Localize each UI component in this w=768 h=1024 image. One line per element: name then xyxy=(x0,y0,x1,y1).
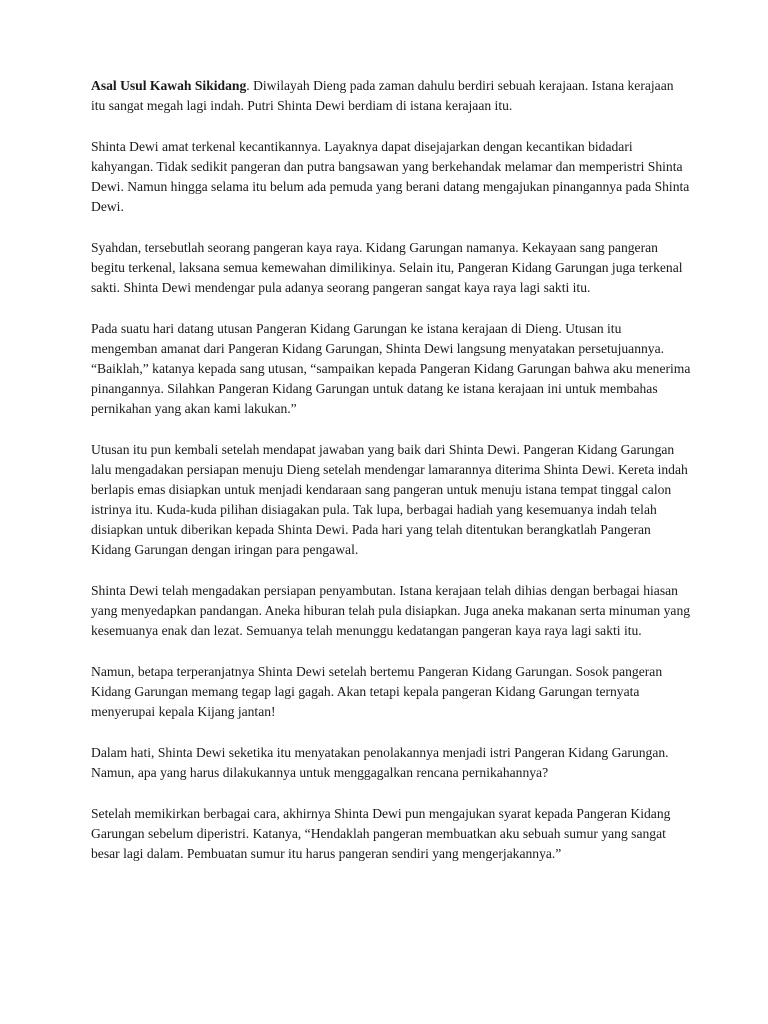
document-page xyxy=(91,76,691,885)
paragraph-3: Pada suatu hari datang utusan Pangeran Kidang Garungan ke istana kerajaan di Dieng. Utusan itu mengemban amanat dari Pangeran Kidang Garungan, Shinta Dewi langsung menyatakan persetujuannya. “Baiklah,” katanya kepada sang utusan, “sampaikan kepada Pangeran Kidang Garungan bahwa aku menerima pinangannya. Silahkan Pangeran Kidang Garungan untuk datang ke istana kerajaan ini untuk membahas pernikahan yang akan kami lakukan.” xyxy=(91,321,691,416)
paragraph-5: Shinta Dewi telah mengadakan persiapan penyambutan. Istana kerajaan telah dihias dengan berbagai hiasan yang menyedapkan pandangan. Aneka hiburan telah pula disiapkan. Juga aneka makanan serta minuman yang kesemuanya enak dan lezat. Semuanya telah menunggu kedatangan pangeran kaya raya lagi sakti itu. xyxy=(91,583,691,638)
paragraph-7: Dalam hati, Shinta Dewi seketika itu menyatakan penolakannya menjadi istri Pangeran Kidang Garungan. Namun, apa yang harus dilakukannya untuk menggagalkan rencana pernikahannya? xyxy=(91,745,669,780)
paragraph-4: Utusan itu pun kembali setelah mendapat jawaban yang baik dari Shinta Dewi. Pangeran Kidang Garungan lalu mengadakan persiapan menuju Dieng setelah mendengar lamarannya diterima Shinta Dewi. Kereta indah berlapis emas disiapkan untuk menjadi kendaraan sang pangeran untuk menuju istana tempat tinggal calon istrinya itu. Kuda-kuda pilihan disiagakan pula. Tak lupa, berbagai hadiah yang kesemuanya indah telah disiapkan untuk diberikan kepada Shinta Dewi. Pada hari yang telah ditentukan berangkatlah Pangeran Kidang Garungan dengan iringan para pengawal. xyxy=(91,442,688,557)
intro-text: . Diwilayah Dieng pada zaman dahulu berdiri sebuah kerajaan. Istana kerajaan itu sangat megah lagi indah. Putri Shinta Dewi berdiam di istana kerajaan itu. xyxy=(91,78,674,113)
paragraph-1: Shinta Dewi amat terkenal kecantikannya. Layaknya dapat disejajarkan dengan kecantikan bidadari kahyangan. Tidak sedikit pangeran dan putra bangsawan yang berkehandak melamar dan memperistri Shinta Dewi. Namun hingga selama itu belum ada pemuda yang berani datang mengajukan pinangannya pada Shinta Dewi. xyxy=(91,139,690,214)
paragraph-8: Setelah memikirkan berbagai cara, akhirnya Shinta Dewi pun mengajukan syarat kepada Pangeran Kidang Garungan sebelum diperistri. Katanya, “Hendaklah pangeran membuatkan aku sebuah sumur yang sangat besar lagi dalam. Pembuatan sumur itu harus pangeran sendiri yang mengerjakannya.” xyxy=(91,806,671,861)
story-title: Asal Usul Kawah Sikidang xyxy=(91,78,247,93)
paragraph-2: Syahdan, tersebutlah seorang pangeran kaya raya. Kidang Garungan namanya. Kekayaan sang pangeran begitu terkenal, laksana semua kemewahan dimilikinya. Selain itu, Pangeran Kidang Garungan juga terkenal sakti. Shinta Dewi mendengar pula adanya seorang pangeran sangat kaya raya lagi sakti itu. xyxy=(91,240,683,295)
intro-paragraph xyxy=(91,76,691,116)
paragraph-6: Namun, betapa terperanjatnya Shinta Dewi setelah bertemu Pangeran Kidang Garungan. Sosok pangeran Kidang Garungan memang tegap lagi gagah. Akan tetapi kepala pangeran Kidang Garungan ternyata menyerupai kepala Kijang jantan! xyxy=(91,664,663,719)
